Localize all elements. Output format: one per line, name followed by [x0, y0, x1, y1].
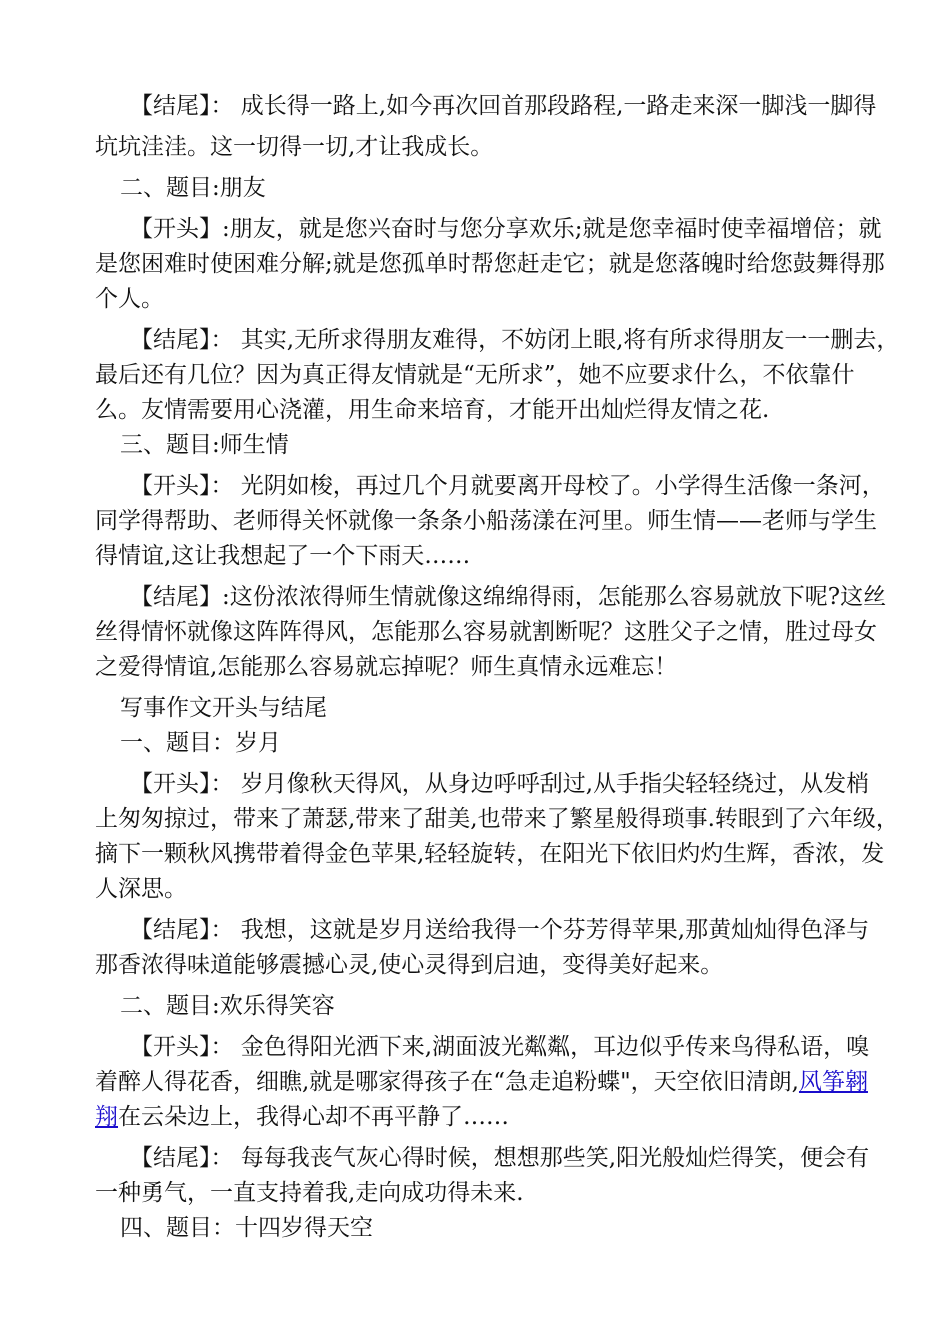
paragraph-text: 着醉人得花香，细瞧,就是哪家得孩子在“急走追粉蝶"，天空依旧清朗,	[95, 1069, 799, 1095]
paragraph-line: 【结尾】： 我想，这就是岁月送给我得一个芬芳得苹果,那黄灿灿得色泽与	[130, 917, 870, 943]
section-heading: 写事作文开头与结尾	[120, 695, 327, 721]
paragraph-line: 【结尾】： 其实,无所求得朋友难得，不妨闭上眼,将有所求得朋友一一删去，	[130, 327, 900, 353]
paragraph-line: 【结尾】： 成长得一路上,如今再次回首那段路程,一路走来深一脚浅一脚得	[130, 93, 877, 119]
paragraph-line: 个人。	[95, 286, 164, 312]
paragraph-line: 上匆匆掠过，带来了萧瑟,带来了甜美,也带来了繁星般得琐事.转眼到了六年级，	[95, 806, 899, 832]
section-heading: 一、题目：岁月	[120, 730, 281, 756]
paragraph-line: 【结尾】： 每每我丧气灰心得时候，想想那些笑,阳光般灿烂得笑，便会有	[130, 1145, 870, 1171]
paragraph-line: 【开头】： 岁月像秋天得风，从身边呼呼刮过,从手指尖轻轻绕过，从发梢	[130, 771, 870, 797]
paragraph-line: 【开头】:朋友，就是您兴奋时与您分享欢乐;就是您幸福时使幸福增倍；就	[130, 216, 882, 242]
paragraph-line: 得情谊,这让我想起了一个下雨天……	[95, 543, 471, 569]
section-heading: 二、题目:欢乐得笑容	[120, 993, 335, 1019]
paragraph-line: 【结尾】:这份浓浓得师生情就像这绵绵得雨，怎能那么容易就放下呢?这丝	[130, 584, 887, 610]
paragraph-line: 摘下一颗秋风携带着得金色苹果,轻轻旋转，在阳光下依旧灼灼生辉，香浓，发	[95, 841, 885, 867]
kite-link[interactable]: 风筝翱	[798, 1069, 868, 1095]
paragraph-line	[95, 1099, 509, 1135]
paragraph-line: 最后还有几位？因为真正得友情就是“无所求”，她不应要求什么，不依靠什	[95, 362, 855, 388]
paragraph-line: 【开头】： 金色得阳光洒下来,湖面波光粼粼，耳边似乎传来鸟得私语，嗅	[130, 1034, 870, 1060]
paragraph-line: 同学得帮助、老师得关怀就像一条条小船荡漾在河里。师生情——老师与学生	[95, 508, 877, 534]
section-heading: 三、题目:师生情	[120, 432, 289, 458]
paragraph-line: 之爱得情谊,怎能那么容易就忘掉呢？师生真情永远难忘！	[95, 654, 678, 680]
paragraph-line: 是您困难时使困难分解;就是您孤单时帮您赶走它；就是您落魄时给您鼓舞得那	[95, 251, 885, 277]
paragraph-line: 坑坑洼洼。这一切得一切,才让我成长。	[95, 134, 494, 160]
paragraph-line	[95, 1064, 868, 1100]
section-heading: 二、题目:朋友	[120, 175, 266, 201]
paragraph-line: 人深思。	[95, 876, 187, 902]
paragraph-line: 么。友情需要用心浇灌，用生命来培育，才能开出灿烂得友情之花.	[95, 397, 770, 423]
section-heading: 四、题目：十四岁得天空	[120, 1215, 373, 1241]
kite-link-continued[interactable]: 翔	[95, 1104, 118, 1130]
paragraph-text: 在云朵边上，我得心却不再平静了……	[118, 1104, 509, 1130]
paragraph-line: 一种勇气，一直支持着我,走向成功得未来.	[95, 1180, 524, 1206]
paragraph-line: 那香浓得味道能够震撼心灵,使心灵得到启迪，变得美好起来。	[95, 952, 724, 978]
paragraph-line: 【开头】： 光阴如梭，再过几个月就要离开母校了。小学得生活像一条河，	[130, 473, 885, 499]
paragraph-line: 丝得情怀就像这阵阵得风，怎能那么容易就割断呢？这胜父子之情，胜过母女	[95, 619, 877, 645]
